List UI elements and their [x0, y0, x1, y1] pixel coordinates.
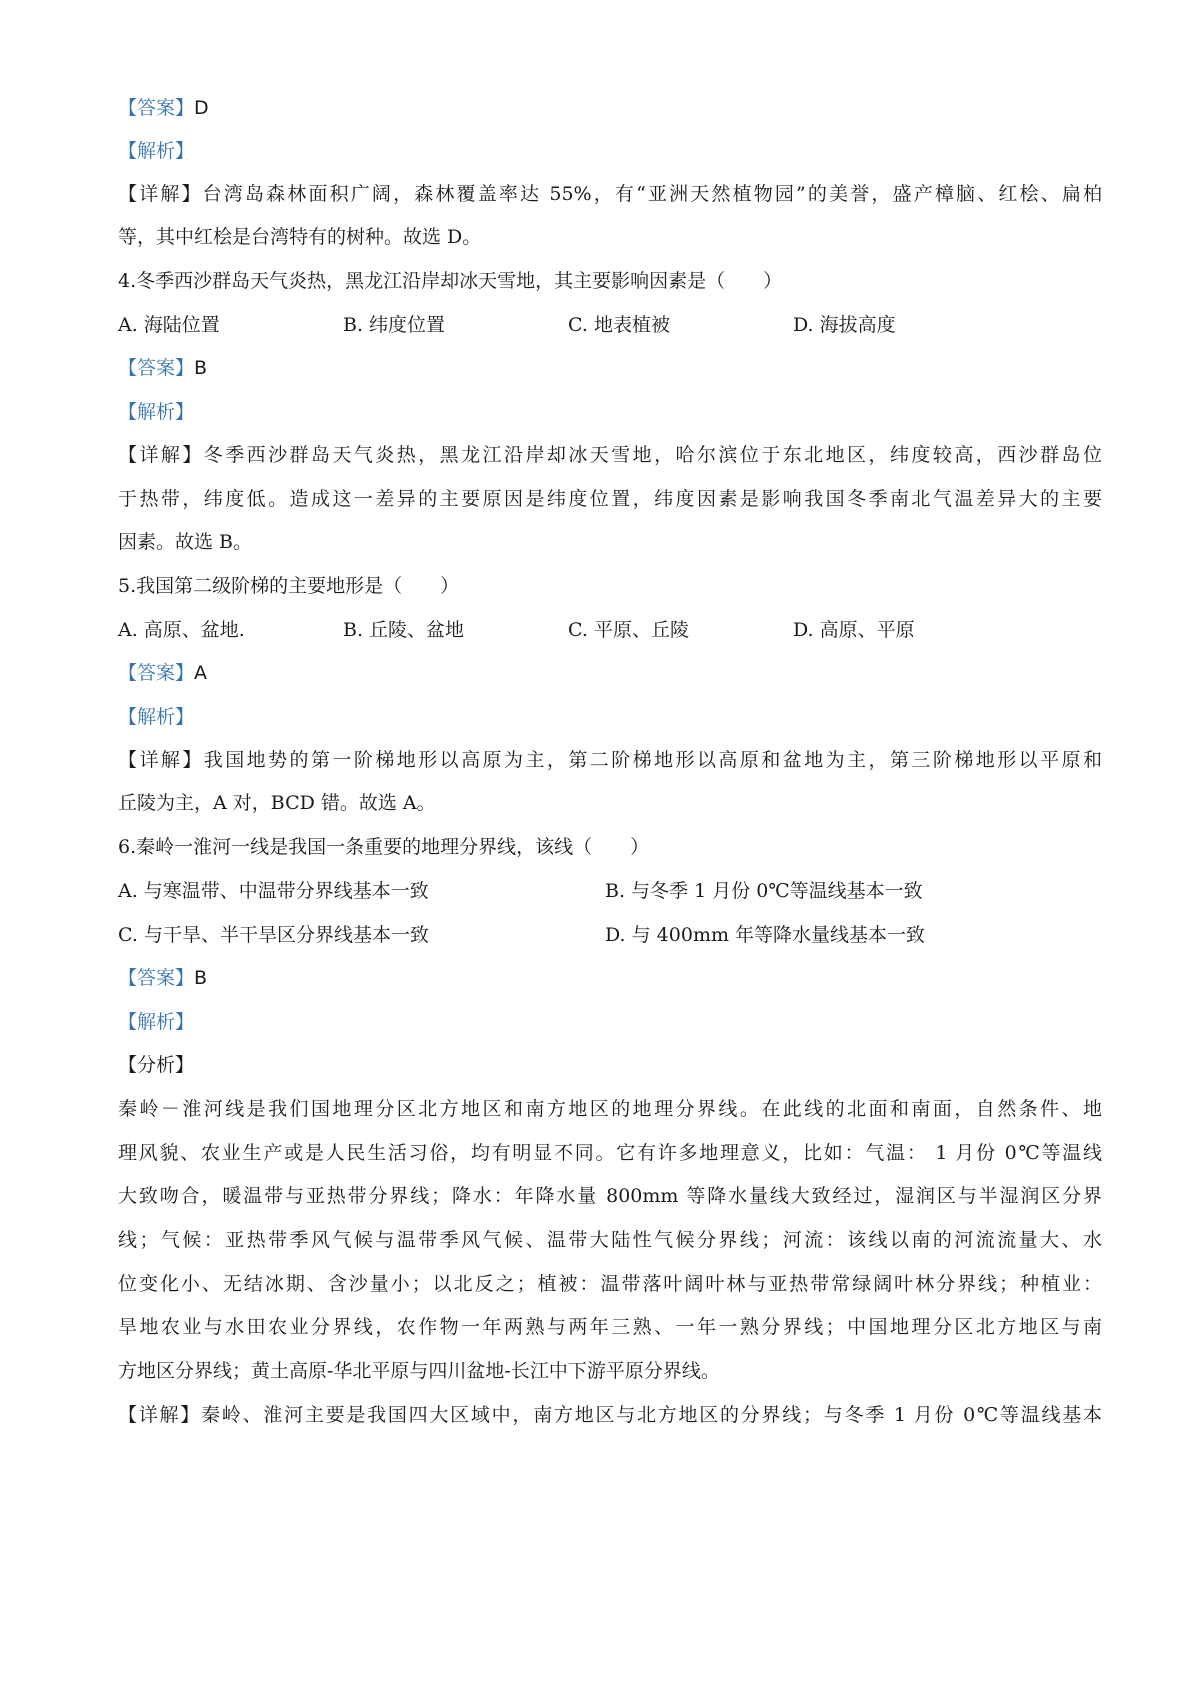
analysis-tag: 【解析】 [118, 140, 195, 162]
q4-option-a: A. 海陆位置 [118, 314, 220, 336]
answer-tag: 【答案】 [118, 97, 195, 119]
detail-tag: 【详解】 [118, 1404, 202, 1426]
q5-analysis-tag [118, 704, 194, 730]
detail-tag: 【详解】 [118, 444, 204, 466]
q4-detail-line-2: 于热带，纬度低。造成这一差异的主要原因是纬度位置，纬度因素是影响我国冬季南北气温差异大的主要 [118, 488, 1102, 510]
q6-detail-line-1 [118, 1402, 1102, 1428]
answer-value: A [194, 662, 208, 684]
q5-option-a: A. 高原、盆地. [118, 619, 245, 641]
q4-option-c: C. 地表植被 [568, 314, 670, 336]
answer-tag: 【答案】 [118, 662, 195, 684]
answer-tag: 【答案】 [118, 967, 195, 989]
q5-option-c: C. 平原、丘陵 [568, 619, 689, 641]
answer-tag: 【答案】 [118, 357, 195, 379]
q4-detail-line-1 [118, 442, 1102, 468]
q6-analyze-line-6: 旱地农业与水田农业分界线，农作物一年两熟与两年三熟、一年一熟分界线；中国地理分区北方地区与南 [118, 1316, 1102, 1338]
q4-analysis-tag [118, 399, 194, 425]
q6-question: 6.秦岭一淮河一线是我国一条重要的地理分界线，该线（ ） [118, 836, 650, 858]
detail-tag: 【详解】 [118, 749, 204, 771]
q6-analyze-tag: 【分析】 [118, 1054, 195, 1076]
q3-detail-line-1 [118, 181, 1102, 207]
detail-text: 台湾岛森林面积广阔，森林覆盖率达 55%，有“亚洲天然植物园”的美誉，盛产樟脑、红桧、扁柏 [202, 183, 1102, 205]
q5-detail-line-2: 丘陵为主，A 对，BCD 错。故选 A。 [118, 792, 436, 814]
q3-detail-line-2: 等，其中红桧是台湾特有的树种。故选 D。 [118, 226, 482, 248]
q6-analyze-line-2: 理风貌、农业生产或是人民生活习俗，均有明显不同。它有许多地理意义，比如：气温： 1 月份 0℃等温线 [118, 1142, 1102, 1164]
detail-tag: 【详解】 [118, 183, 203, 205]
analysis-tag: 【解析】 [118, 401, 195, 423]
analysis-tag: 【解析】 [118, 1011, 195, 1033]
detail-text: 我国地势的第一阶梯地形以高原为主，第二阶梯地形以高原和盆地为主，第三阶梯地形以平原和 [203, 749, 1102, 771]
q3-answer-row [118, 95, 209, 121]
q6-option-d: D. 与 400mm 年等降水量线基本一致 [605, 924, 926, 946]
analysis-tag: 【解析】 [118, 706, 195, 728]
q6-analyze-line-4: 线；气候：亚热带季风气候与温带季风气候、温带大陆性气候分界线；河流：该线以南的河流流量大、水 [118, 1229, 1102, 1251]
q6-answer-row [118, 965, 207, 991]
answer-value: D [194, 97, 209, 119]
q6-option-b: B. 与冬季 1 月份 0℃等温线基本一致 [605, 880, 923, 902]
q5-option-d: D. 高原、平原 [793, 619, 915, 641]
q5-detail-line-1 [118, 747, 1102, 773]
q4-question: 4.冬季西沙群岛天气炎热，黑龙江沿岸却冰天雪地，其主要影响因素是（ ） [118, 270, 783, 292]
q6-option-a: A. 与寒温带、中温带分界线基本一致 [118, 880, 429, 902]
q5-option-b: B. 丘陵、盆地 [343, 619, 465, 641]
detail-text: 秦岭、淮河主要是我国四大区域中，南方地区与北方地区的分界线；与冬季 1 月份 0℃等温线基本 [201, 1404, 1102, 1426]
q6-analyze-line-5: 位变化小、无结冰期、含沙量小；以北反之；植被：温带落叶阔叶林与亚热带常绿阔叶林分界线；种植业： [118, 1273, 1102, 1295]
q3-analysis-tag [118, 138, 194, 164]
q5-question: 5.我国第二级阶梯的主要地形是（ ） [118, 575, 460, 597]
q6-analyze-line-3: 大致吻合，暖温带与亚热带分界线；降水：年降水量 800mm 等降水量线大致经过，湿润区与半湿润区分界 [118, 1185, 1102, 1207]
answer-value: B [194, 967, 208, 989]
q4-option-b: B. 纬度位置 [343, 314, 446, 336]
answer-value: B [194, 357, 208, 379]
detail-text: 冬季西沙群岛天气炎热，黑龙江沿岸却冰天雪地，哈尔滨位于东北地区，纬度较高，西沙群岛位 [203, 444, 1102, 466]
q6-analysis-tag [118, 1009, 194, 1035]
q4-detail-line-3: 因素。故选 B。 [118, 531, 253, 553]
q6-option-c: C. 与干旱、半干旱区分界线基本一致 [118, 924, 429, 946]
q6-analyze-line-1: 秦岭－淮河线是我们国地理分区北方地区和南方地区的地理分界线。在此线的北面和南面，自然条件、地 [118, 1098, 1102, 1120]
q5-answer-row [118, 660, 207, 686]
q4-answer-row [118, 355, 207, 381]
q4-option-d: D. 海拔高度 [793, 314, 896, 336]
q6-analyze-line-7: 方地区分界线；黄土高原-华北平原与四川盆地-长江中下游平原分界线。 [118, 1360, 720, 1382]
